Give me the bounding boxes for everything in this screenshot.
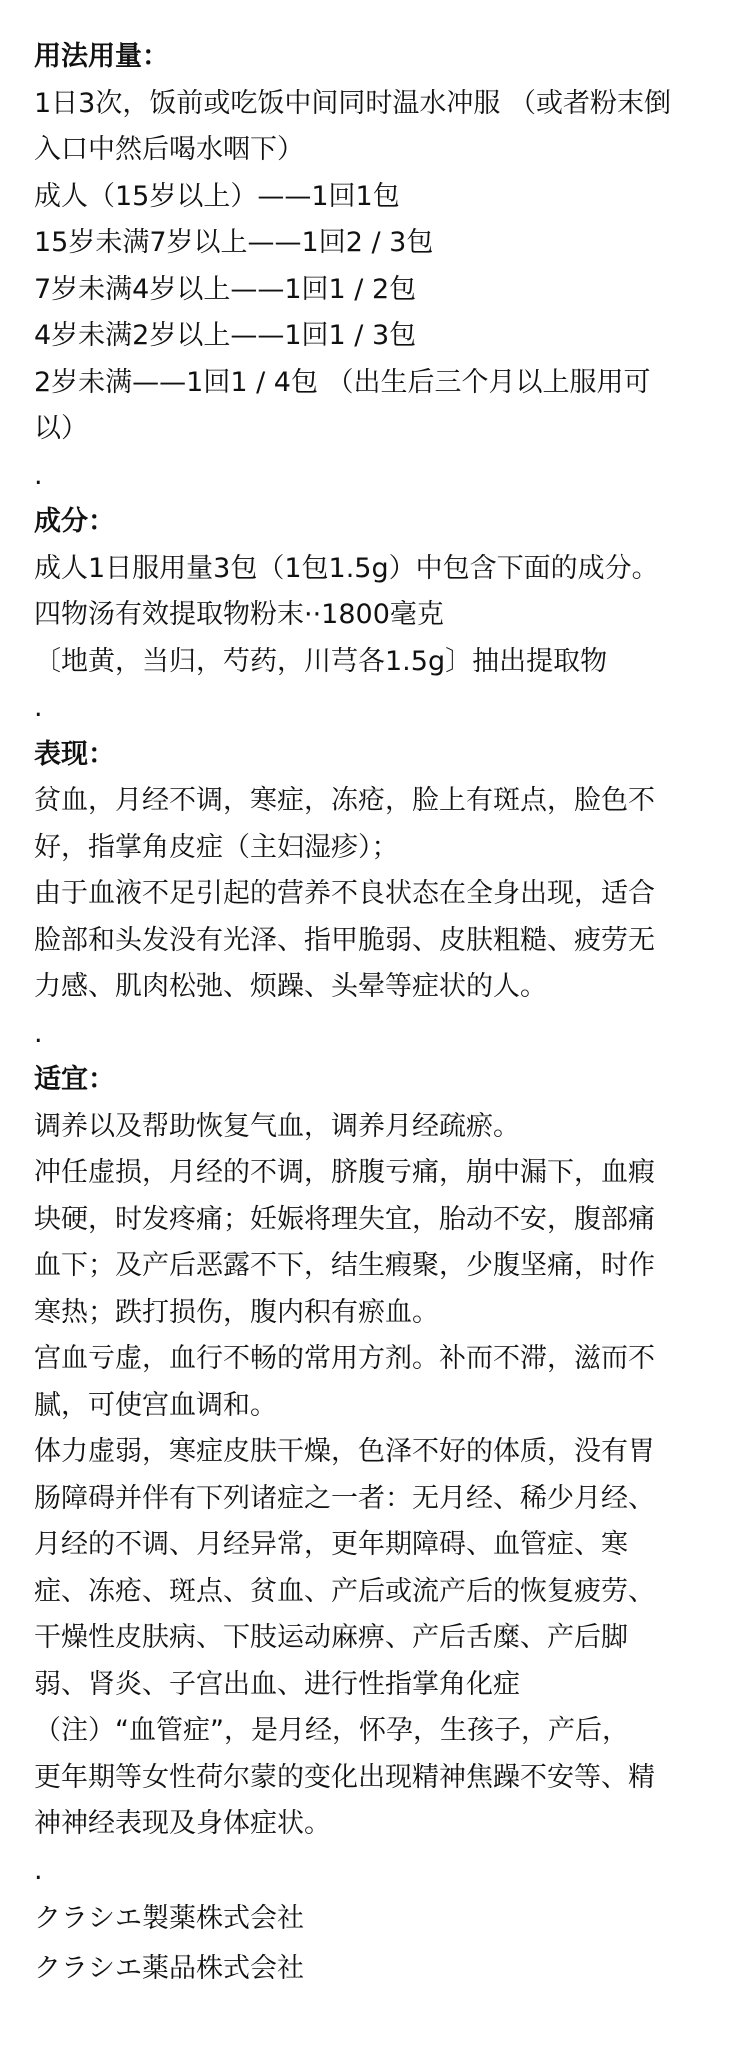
company-section xyxy=(34,1894,724,1994)
usage-line: 以） xyxy=(34,413,88,444)
suitable-line: 更年期等女性荷尔蒙的变化出现精神焦躁不安等、精 xyxy=(34,1761,655,1793)
section-separator: . xyxy=(34,1854,43,1886)
usage-heading: 用法用量： xyxy=(34,41,169,72)
suitable-line: 月经的不调、月经异常，更年期障碍、血管症、寒 xyxy=(34,1529,628,1560)
suitable-line: （注）“血管症”，是月经，怀孕，生孩子，产后， xyxy=(34,1715,629,1746)
document-body xyxy=(34,34,724,1994)
usage-line: 15岁未满7岁以上——1回2 / 3包 xyxy=(34,227,434,258)
section-separator: . xyxy=(34,692,43,723)
symptoms-section xyxy=(34,732,724,1058)
suitable-section xyxy=(34,1057,724,1894)
usage-line: 4岁未满2岁以上——1回1 / 3包 xyxy=(34,320,417,351)
usage-line: 7岁未满4岁以上——1回1 / 2包 xyxy=(34,273,417,305)
suitable-line: 块硬，时发疼痛；妊娠将理失宜，胎动不安，腹部痛 xyxy=(34,1203,655,1235)
ingredients-line: 成人1日服用量3包（1包1.5g）中包含下面的成分。 xyxy=(34,552,659,584)
suitable-line: 腻，可使宫血调和。 xyxy=(34,1389,277,1421)
symptoms-line: 好，指掌角皮症（主妇湿疹）； xyxy=(34,831,399,863)
symptoms-line: 力感、肌肉松弛、烦躁、头晕等症状的人。 xyxy=(34,971,547,1002)
symptoms-line: 脸部和头发没有光泽、指甲脆弱、皮肤粗糙、疲劳无 xyxy=(34,924,655,956)
usage-line: 成人（15岁以上）——1回1包 xyxy=(34,180,400,212)
usage-section xyxy=(34,34,724,499)
suitable-line: 症、冻疮、斑点、贫血、产后或流产后的恢复疲劳、 xyxy=(34,1575,655,1607)
company-name: クラシエ製薬株式会社 xyxy=(34,1903,304,1934)
ingredients-heading: 成分： xyxy=(34,506,115,537)
section-separator: . xyxy=(34,1017,43,1049)
symptoms-line: 贫血，月经不调，寒症，冻疮，脸上有斑点，脸色不 xyxy=(34,785,655,816)
symptoms-heading: 表现： xyxy=(34,738,115,770)
suitable-line: 调养以及帮助恢复气血，调养月经疏瘀。 xyxy=(34,1110,520,1142)
suitable-line: 体力虚弱，寒症皮肤干燥，色泽不好的体质，没有胃 xyxy=(34,1436,655,1467)
ingredients-section xyxy=(34,499,724,732)
ingredients-line: 〔地黄，当归，芍药，川芎各1.5g〕抽出提取物 xyxy=(34,645,608,677)
section-separator: . xyxy=(34,459,43,491)
usage-line: 2岁未满——1回1 / 4包 （出生后三个月以上服用可 xyxy=(34,366,651,398)
suitable-line: 干燥性皮肤病、下肢运动麻痹、产后舌糜、产后脚 xyxy=(34,1622,628,1653)
company-name: クラシエ薬品株式会社 xyxy=(34,1953,304,1984)
symptoms-line: 由于血液不足引起的营养不良状态在全身出现，适合 xyxy=(34,878,655,909)
suitable-line: 血下；及产后恶露不下，结生瘕聚，少腹坚痛，时作 xyxy=(34,1250,655,1281)
usage-line: 入口中然后喝水咽下） xyxy=(34,134,304,165)
suitable-line: 宫血亏虚，血行不畅的常用方剂。补而不滞，滋而不 xyxy=(34,1343,655,1374)
suitable-line: 神神经表现及身体症状。 xyxy=(34,1808,331,1839)
suitable-line: 弱、肾炎、子宫出血、进行性指掌角化症 xyxy=(34,1668,520,1700)
suitable-heading: 适宜： xyxy=(34,1064,115,1095)
suitable-line: 寒热；跌打损伤，腹内积有瘀血。 xyxy=(34,1296,439,1328)
suitable-line: 冲任虚损，月经的不调，脐腹亏痛，崩中漏下，血瘕 xyxy=(34,1157,655,1188)
usage-line: 1日3次，饭前或吃饭中间同时温水冲服 （或者粉末倒 xyxy=(34,87,671,119)
suitable-line: 肠障碍并伴有下列诸症之一者：无月经、稀少月经、 xyxy=(34,1482,655,1514)
ingredients-line: 四物汤有效提取物粉末··1800毫克 xyxy=(34,599,444,630)
